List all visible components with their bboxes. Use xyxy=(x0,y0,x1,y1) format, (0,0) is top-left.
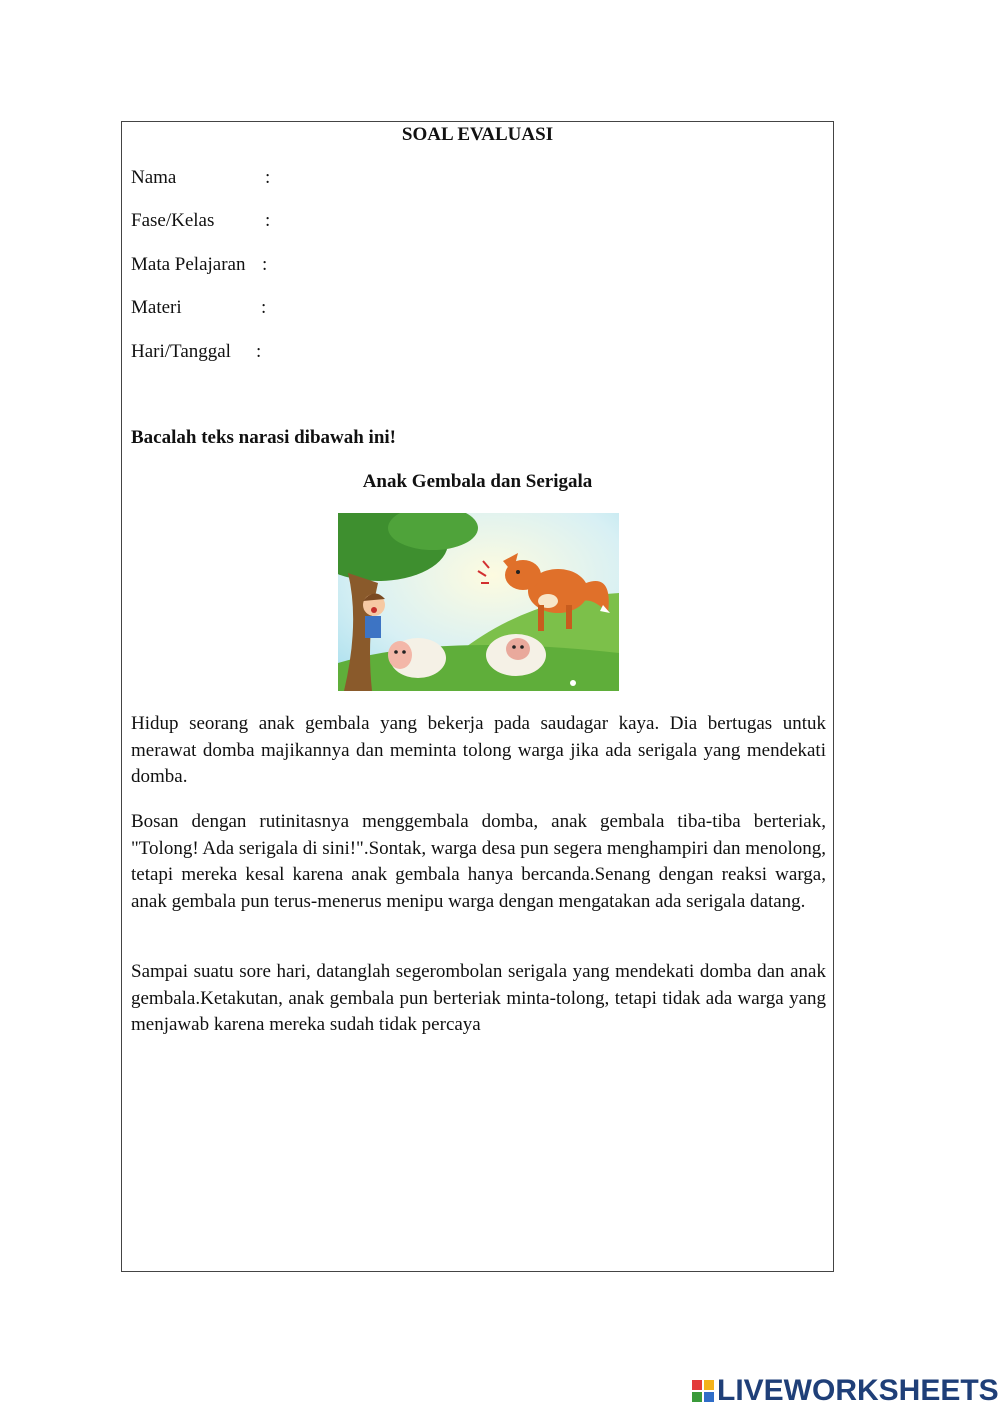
field-label: Mata Pelajaran xyxy=(131,254,246,275)
story-paragraph: Bosan dengan rutinitasnya menggembala domba, anak gembala tiba-tiba berteriak, "Tolong! Ada serigala di sini!".Sontak, warga desa pun segera menghampiri dan menolong, tetapi mereka kesal karena anak gembala hanya bercanda.Senang dengan reaksi warga, anak gembala pun terus-menerus menipu warga dengan mengatakan ada serigala datang. xyxy=(131,811,826,912)
story-paragraph: Sampai suatu sore hari, datanglah segerombolan serigala yang mendekati domba dan anak gembala.Ketakutan, anak gembala pun berteriak minta-tolong, tetapi tidak ada warga yang menjawab karena mereka sudah tidak percaya xyxy=(131,961,826,1035)
field-colon: : xyxy=(261,297,267,318)
field-nama xyxy=(131,167,271,189)
field-mata-pelajaran xyxy=(131,254,268,276)
field-colon: : xyxy=(262,254,268,275)
worksheet-title: SOAL EVALUASI xyxy=(401,124,554,145)
field-fase-kelas xyxy=(131,210,271,232)
field-colon: : xyxy=(265,167,271,188)
field-colon: : xyxy=(256,341,262,362)
sheep-right-icon xyxy=(486,634,546,676)
story-paragraph: Hidup seorang anak gembala yang bekerja pada saudagar kaya. Dia bertugas untuk merawat domba majikannya dan meminta tolong warga jika ada serigala yang mendekati domba. xyxy=(131,713,826,787)
field-label: Hari/Tanggal xyxy=(131,341,231,362)
field-label: Materi xyxy=(131,297,182,318)
logo-text: LIVEWORKSHEETS xyxy=(717,1374,999,1407)
field-colon: : xyxy=(265,210,271,231)
story-illustration xyxy=(338,513,619,691)
story-title: Anak Gembala dan Serigala xyxy=(362,471,593,492)
liveworksheets-logo-icon xyxy=(692,1380,714,1402)
field-hari-tanggal xyxy=(131,341,262,363)
field-materi xyxy=(131,297,267,319)
field-label: Fase/Kelas xyxy=(131,210,215,231)
shepherd-wolf-illustration xyxy=(338,513,619,691)
reading-instruction: Bacalah teks narasi dibawah ini! xyxy=(131,427,396,448)
worksheet-frame xyxy=(121,121,834,1272)
field-label: Nama xyxy=(131,167,177,188)
liveworksheets-logo xyxy=(692,1374,999,1408)
flower-icon xyxy=(570,680,576,686)
